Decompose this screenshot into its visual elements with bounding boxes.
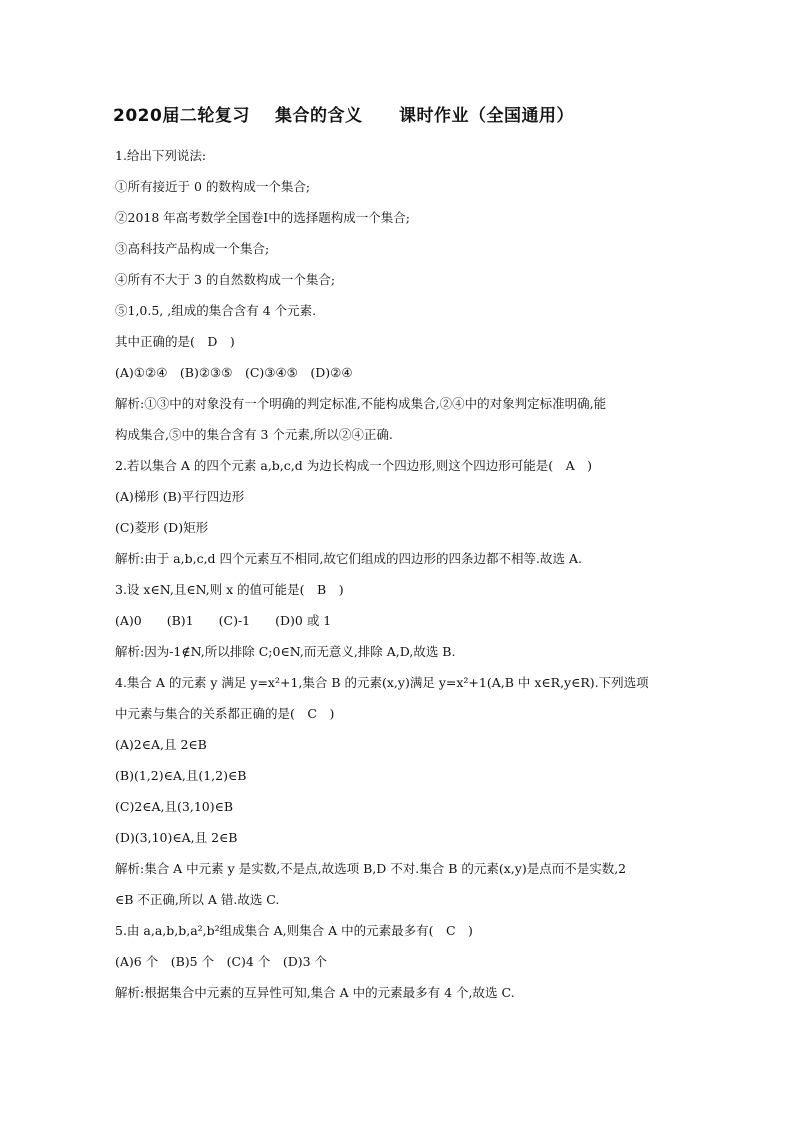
statement-5: ⑤1,0.5, ,组成的集合含有 4 个元素. (115, 303, 317, 318)
question-4-option-c: (C)2∈A,且(3,10)∈B (115, 799, 234, 814)
question-4-option-a: (A)2∈A,且 2∈B (115, 737, 207, 752)
question-4-option-b: (B)(1,2)∈A,且(1,2)∈B (115, 768, 247, 783)
question-4-solution-line-2: ∈B 不正确,所以 A 错.故选 C. (115, 892, 280, 907)
title-part-3: 课时作业（全国通用） (399, 106, 574, 126)
question-5-solution: 解析:根据集合中元素的互异性可知,集合 A 中的元素最多有 4 个,故选 C. (115, 985, 515, 1000)
page-title (113, 104, 713, 128)
question-2-options-ab: (A)梯形 (B)平行四边形 (115, 489, 245, 504)
question-2-solution: 解析:由于 a,b,c,d 四个元素互不相同,故它们组成的四边形的四条边都不相等.故选 A. (115, 551, 582, 566)
question-1-solution-line-1: 解析:①③中的对象没有一个明确的判定标准,不能构成集合,②④中的对象判定标准明确,能 (115, 396, 607, 411)
question-5-options: (A)6 个 (B)5 个 (C)4 个 (D)3 个 (115, 954, 328, 969)
question-4-option-d: (D)(3,10)∈A,且 2∈B (115, 830, 238, 845)
statement-4: ④所有不大于 3 的自然数构成一个集合; (115, 272, 336, 287)
question-1-stem: 1.给出下列说法: (115, 148, 207, 163)
question-2-stem: 2.若以集合 A 的四个元素 a,b,c,d 为边长构成一个四边形,则这个四边形可能是( A ) (115, 458, 592, 473)
question-4-stem-line-1: 4.集合 A 的元素 y 满足 y=x²+1,集合 B 的元素(x,y)满足 y=x²+1(A,B 中 x∈R,y∈R).下列选项 (115, 675, 649, 690)
question-3-options: (A)0 (B)1 (C)-1 (D)0 或 1 (115, 613, 332, 628)
question-3-stem: 3.设 x∈N,且∈N,则 x 的值可能是( B ) (115, 582, 344, 597)
question-2-options-cd: (C)菱形 (D)矩形 (115, 520, 209, 535)
statement-1: ①所有接近于 0 的数构成一个集合; (115, 179, 311, 194)
title-part-2: 集合的含义 (275, 106, 363, 126)
document-body (115, 140, 687, 1008)
question-1-prompt: 其中正确的是( D ) (115, 334, 235, 349)
question-5-stem: 5.由 a,a,b,b,a²,b²组成集合 A,则集合 A 中的元素最多有( C ) (115, 923, 473, 938)
statement-2: ②2018 年高考数学全国卷Ⅰ中的选择题构成一个集合; (115, 210, 410, 225)
question-4-stem-line-2: 中元素与集合的关系都正确的是( C ) (115, 706, 335, 721)
statement-3: ③高科技产品构成一个集合; (115, 241, 270, 256)
question-3-solution: 解析:因为-1∉N,所以排除 C;0∈N,而无意义,排除 A,D,故选 B. (115, 644, 456, 659)
question-4-solution-line-1: 解析:集合 A 中元素 y 是实数,不是点,故选项 B,D 不对.集合 B 的元素(x,y)是点而不是实数,2 (115, 861, 627, 876)
question-1-options: (A)①②④ (B)②③⑤ (C)③④⑤ (D)②④ (115, 365, 353, 380)
question-1-solution-line-2: 构成集合,⑤中的集合含有 3 个元素,所以②④正确. (115, 427, 393, 442)
title-part-1: 2020届二轮复习 (113, 106, 250, 126)
